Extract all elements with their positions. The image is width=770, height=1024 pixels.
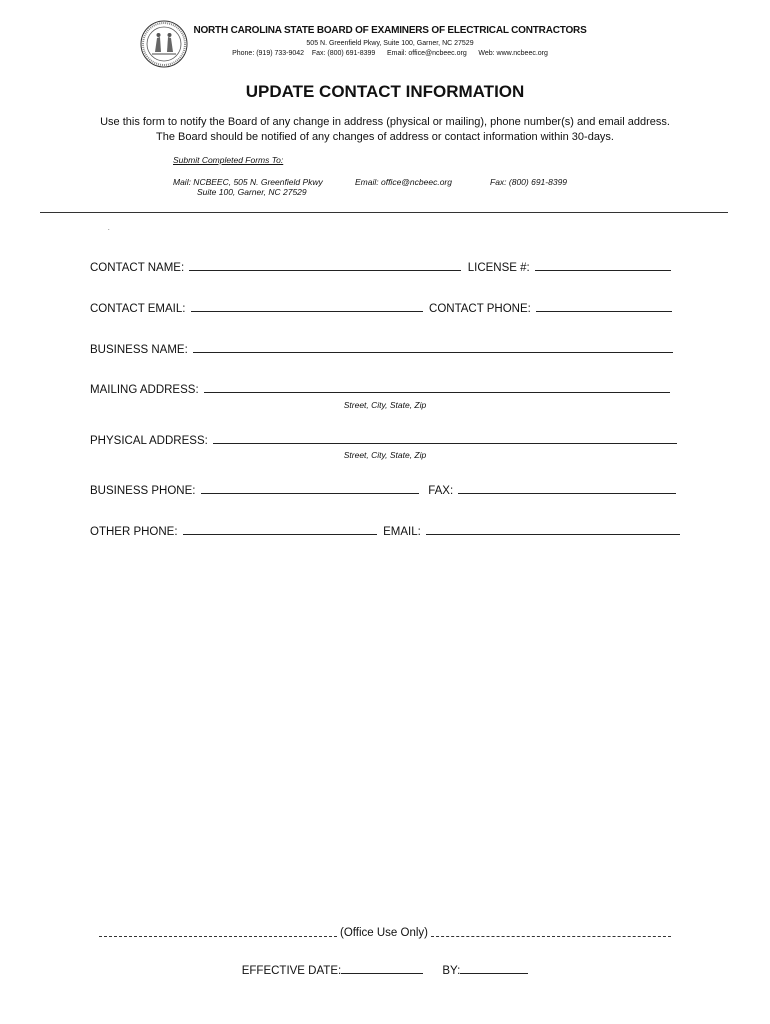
org-web: Web: www.ncbeec.org [478,50,548,57]
other-phone-row [90,523,680,538]
business-phone-label: BUSINESS PHONE: [90,485,196,497]
contact-name-row [90,259,671,274]
org-phone: Phone: (919) 733-9042 [232,50,305,57]
mail-address-line-2: Suite 100, Garner, NC 27529 [197,187,307,197]
license-label: LICENSE #: [467,262,530,274]
contact-name-field[interactable] [189,259,461,271]
other-phone-field[interactable] [183,523,377,535]
mailing-address-hint: Street, City, State, Zip [343,400,427,410]
mailing-address-row [90,381,670,396]
effective-date-field[interactable] [341,962,423,974]
intro-text-line-1: Use this form to notify the Board of any change in address (physical or mailing), phone number(s) and email address. [100,116,670,128]
office-dash-right [431,928,671,937]
submit-email: Email: office@ncbeec.org [355,177,452,187]
contact-email-row [90,300,672,315]
physical-address-row [90,432,677,447]
intro-text-line-2: The Board should be notified of any changes of address or contact information within 30-days. [156,131,614,143]
form-title: UPDATE CONTACT INFORMATION [245,82,525,101]
fax-field[interactable] [458,482,676,494]
office-use-label: (Office Use Only) [340,927,428,939]
by-label: BY: [442,965,461,977]
mail-address-line-1: Mail: NCBEEC, 505 N. Greenfield Pkwy [173,177,323,187]
organization-address: 505 N. Greenfield Pkwy, Suite 100, Garner, NC 27529 [306,40,474,47]
submit-fax: Fax: (800) 691-8399 [490,177,568,187]
stray-dot: . [108,226,110,232]
state-seal-icon [140,20,188,68]
org-fax: Fax: (800) 691-8399 [311,50,376,57]
organization-name: NORTH CAROLINA STATE BOARD OF EXAMINERS OF ELECTRICAL CONTRACTORS [193,25,587,36]
license-field[interactable] [535,259,671,271]
by-field[interactable] [460,962,528,974]
contact-name-label: CONTACT NAME: [90,262,185,274]
mailing-address-label: MAILING ADDRESS: [90,384,199,396]
business-name-row [90,341,673,356]
email-label: EMAIL: [383,526,421,538]
business-phone-field[interactable] [201,482,419,494]
business-name-label: BUSINESS NAME: [90,344,188,356]
section-divider [40,212,728,213]
physical-address-hint: Street, City, State, Zip [343,450,427,460]
contact-email-field[interactable] [191,300,423,312]
office-use-row [0,927,770,939]
business-name-field[interactable] [193,341,673,353]
submit-label: Submit Completed Forms To: [173,155,284,165]
contact-phone-label: CONTACT PHONE: [429,303,531,315]
fax-label: FAX: [428,485,454,497]
physical-address-field[interactable] [213,432,677,444]
effective-date-row [0,962,770,977]
org-email: Email: office@ncbeec.org [386,50,467,57]
contact-phone-field[interactable] [536,300,672,312]
organization-contact-line [190,50,590,57]
physical-address-label: PHYSICAL ADDRESS: [90,435,208,447]
email-field[interactable] [426,523,680,535]
office-dash-left [99,928,337,937]
contact-email-label: CONTACT EMAIL: [90,303,186,315]
effective-date-label: EFFECTIVE DATE: [241,965,342,977]
other-phone-label: OTHER PHONE: [90,526,178,538]
mailing-address-field[interactable] [204,381,670,393]
business-phone-row [90,482,676,497]
